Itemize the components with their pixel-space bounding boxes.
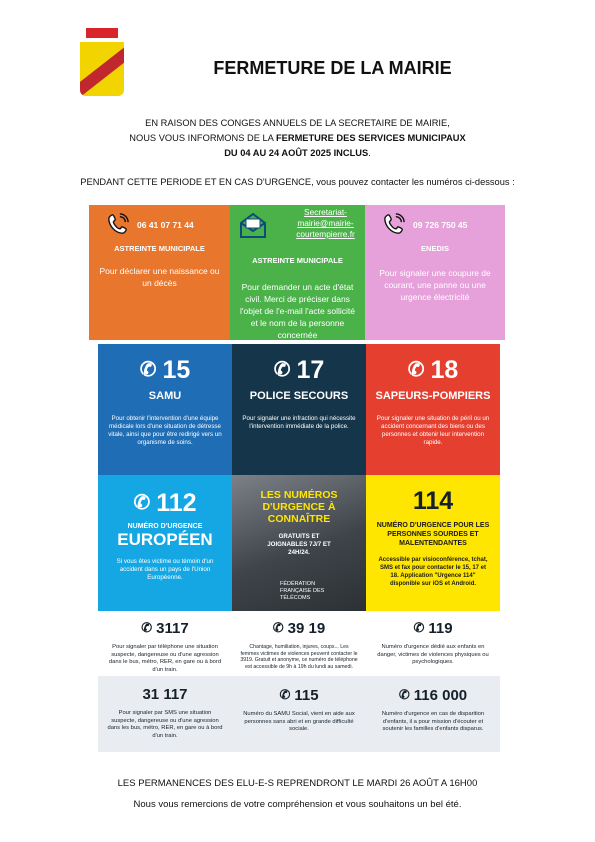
phone-icon	[107, 213, 129, 235]
contact-box-enedis	[365, 205, 505, 340]
phone-icon: ✆	[272, 620, 284, 635]
crest-shield	[80, 42, 124, 96]
phone-icon: ✆	[273, 359, 291, 381]
phone-icon: ✆	[398, 687, 410, 702]
phone-icon: ✆	[141, 620, 153, 635]
town-crest	[80, 24, 124, 96]
phone-icon: ✆	[413, 620, 425, 635]
emergency-114: 114 NUMÉRO D'URGENCE POUR LES PERSONNES SOURDES ET MALENTENDANTES Accessible par visioconférence, tchat, SMS et fax pour contacter le 15, 17 et 18. Application "Urgence 114" disponible sur iOS et Android.	[366, 475, 500, 611]
contact-box-mairie-phone	[89, 205, 230, 340]
emergency-numbers-grid	[98, 344, 500, 752]
contact-label: ASTREINTE MUNICIPALE	[114, 244, 205, 253]
emergency-police: ✆ 17 POLICE SECOURS Pour signaler une infraction qui nécessite l'intervention immédiate de la police.	[232, 344, 366, 475]
phone-icon: ✆	[279, 687, 291, 702]
urgency-intro: PENDANT CETTE PERIODE ET EN CAS D'URGENCE, vous pouvez contacter les numéros ci-dessous :	[80, 177, 515, 187]
phone-icon: ✆	[139, 359, 157, 381]
phone-icon	[383, 213, 405, 235]
closing-message: Nous vous remercions de votre compréhension et vous souhaitons un bel été.	[133, 799, 462, 810]
contact-number[interactable]: 09 726 750 45	[413, 220, 468, 230]
phone-icon: ✆	[407, 359, 425, 381]
emergency-3919: ✆ 39 19 Chantage, humiliation, injures, coups... Les femmes victimes de violences peuvent contacter le 3919. Gratuit et anonyme, ce numéro de téléphone est accessible de 9h à 19h du lundi au samedi.	[232, 611, 366, 676]
phone-icon: ✆	[133, 492, 151, 514]
fft-logo: FÉDÉRATION FRANÇAISE DES TÉLÉCOMS	[280, 581, 325, 601]
contact-box-mairie-email	[230, 205, 365, 340]
permanence-notice: LES PERMANENCES DES ELU-E-S REPRENDRONT LE MARDI 26 AOÛT A 16H00	[117, 778, 478, 789]
contact-label: ASTREINTE MUNICIPALE	[252, 256, 343, 265]
intro-text: EN RAISON DES CONGES ANNUELS DE LA SECRETAIRE DE MAIRIE, NOUS VOUS INFORMONS DE LA FERMETURE DES SERVICES MUNICIPAUX DU 04 AU 24 AOÛT 2025 INCLUS.	[129, 118, 466, 158]
emergency-115: ✆ 115 Numéro du SAMU Social, vient en aide aux personnes sans abri et en grande difficulté sociale.	[232, 676, 366, 752]
emergency-center-panel: LES NUMÉROS D'URGENCE À CONNAÎTRE GRATUITS ET JOIGNABLES 7J/7 ET 24H/24. FÉDÉRATION FRANÇAISE DES TÉLÉCOMS	[232, 475, 366, 611]
emergency-samu: ✆ 15 SAMU Pour obtenir l'intervention d'une équipe médicale lors d'une situation de détresse vitale, ainsi que pour être redirigé vers un organisme de soins.	[98, 344, 232, 475]
contact-desc: Pour signaler une coupure de courant, une panne ou une urgence électricité	[379, 268, 491, 302]
page-title: FERMETURE DE LA MAIRIE	[213, 58, 452, 78]
crest-top	[86, 28, 118, 38]
emergency-31117: 31 117 Pour signaler par SMS une situation suspecte, dangereuse ou d'une agression dans les bus, métro, RER, en gare ou à bord d'un train.	[98, 676, 232, 752]
contact-label: ENEDIS	[421, 244, 449, 253]
contact-number[interactable]: 06 41 07 71 44	[137, 220, 194, 230]
emergency-112: ✆ 112 NUMÉRO D'URGENCE EUROPÉEN Si vous êtes victime ou témoin d'un accident dans un pays de l'Union Européenne.	[98, 475, 232, 611]
emergency-pompiers: ✆ 18 SAPEURS-POMPIERS Pour signaler une situation de péril ou un accident concernant des biens ou des personnes et obtenir leur intervention rapide.	[366, 344, 500, 475]
contact-email-link[interactable]: Secretariat-mairie@mairie-courtempierre.fr	[296, 207, 355, 239]
emergency-116000: ✆ 116 000 Numéro d'urgence en cas de disparition d'enfants, il a pour mission d'écouter et soutenir les familles d'enfants disparus.	[366, 676, 500, 752]
contact-desc: Pour demander un acte d'état civil. Merci de préciser dans l'objet de l'e-mail l'acte sollicité et le nom de la personne concernée	[240, 282, 355, 340]
email-icon	[238, 211, 268, 239]
emergency-3117: ✆ 3117 Pour signaler par téléphone une situation suspecte, dangereuse ou d'une agression dans le bus, métro, RER, en gare ou à bord d'un train.	[98, 611, 232, 676]
contact-desc: Pour déclarer une naissance ou un décès	[99, 266, 220, 288]
emergency-119: ✆ 119 Numéro d'urgence dédié aux enfants en danger, victimes de violences physiques ou psychologiques.	[366, 611, 500, 676]
